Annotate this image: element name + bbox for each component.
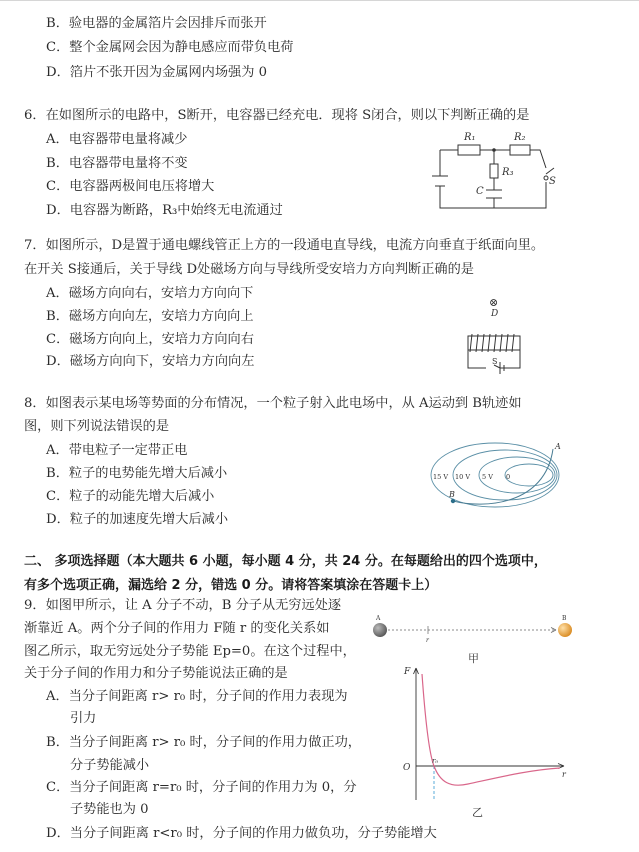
molecule-a-icon	[373, 623, 387, 637]
q6-option-a[interactable]: A．电容器带电量将减少	[46, 132, 188, 147]
q7-option-d[interactable]: D．磁场方向向下，安培力方向向左	[46, 354, 255, 369]
q8-label-a: A	[555, 442, 561, 451]
q8-label-10v: 10 V	[455, 473, 471, 481]
q9-option-a[interactable]: A．当分子间距离 r> r₀ 时，分子间的作用力表现为	[46, 689, 348, 704]
q6-label-r2: R₂	[514, 132, 526, 143]
q9-axis-r: r	[562, 770, 566, 779]
q7-stem-line1: 7．如图所示，D是置于通电螺线管正上方的一段通电直导线，电流方向垂直于纸面向里。	[24, 238, 545, 253]
section2-header-line1: 二、 多项选择题（本大题共 6 小题，每小题 4 分，共 24 分。在每题给出的四个选项中，	[24, 554, 547, 569]
q9-label-r0: r₀	[432, 757, 439, 765]
q6-option-c[interactable]: C．电容器两极间电压将增大	[46, 179, 215, 194]
q9-figure-jia	[368, 612, 578, 664]
q9-label-yi: 乙	[472, 806, 483, 819]
q9-label-jia: 甲	[468, 652, 479, 664]
q9-stem-line3: 图乙所示，取无穷远处分子势能 Ep=0。在这个过程中，	[24, 644, 356, 659]
q8-option-a[interactable]: A．带电粒子一定带正电	[46, 443, 188, 458]
molecule-b-icon	[558, 623, 572, 637]
q8-label-0: 0	[506, 473, 511, 481]
q7-wire-into-page-icon: ⊗	[489, 296, 499, 309]
q8-stem-line1: 8．如图表示某电场等势面的分布情况，一个粒子射入此电场中，从 A运动到 B轨迹如	[24, 396, 522, 411]
q7-option-a[interactable]: A．磁场方向向右，安培力方向向下	[46, 286, 254, 301]
q6-option-d[interactable]: D．电容器为断路，R₃中始终无电流通过	[46, 203, 283, 218]
q9-force-curve	[422, 674, 560, 785]
q6-stem: 6．在如图所示的电路中，S断开，电容器已经充电．现将 S闭合，则以下判断正确的是	[24, 108, 530, 123]
section2-header-line2: 有多个选项正确，漏选给 2 分，错选 0 分。请将答案填涂在答题卡上）	[24, 578, 438, 593]
q9-option-d[interactable]: D．当分子间距离 r<r₀ 时，分子间的作用力做负功，分子势能增大	[46, 826, 437, 841]
q9-option-b[interactable]: B．当分子间距离 r> r₀ 时，分子间的作用力做正功，	[46, 735, 361, 750]
q8-option-b[interactable]: B．粒子的电势能先增大后减小	[46, 466, 228, 481]
q8-option-d[interactable]: D．粒子的加速度先增大后减小	[46, 512, 229, 527]
q9-label-b: B	[562, 615, 567, 622]
q6-label-r1: R₁	[464, 132, 476, 143]
q9-axis-o: O	[403, 763, 411, 773]
q9-option-c-cont[interactable]: 子势能也为 0	[70, 802, 149, 817]
q8-label-b: B	[449, 490, 455, 499]
q9-stem-line4: 关于分子间的作用力和分子势能说法正确的是	[24, 666, 288, 681]
q7-option-c[interactable]: C．磁场方向向上，安培力方向向右	[46, 332, 254, 347]
q7-stem-line2: 在开关 S接通后，关于导线 D处磁场方向与导线所受安培力方向判断正确的是	[24, 262, 474, 277]
q8-option-c[interactable]: C．粒子的动能先增大后减小	[46, 489, 215, 504]
q9-stem-line1: 9．如图甲所示，让 A 分子不动，B 分子从无穷远处逐	[24, 598, 342, 613]
q8-label-15v: 15 V	[433, 473, 449, 481]
q8-stem-line2: 图，则下列说法错误的是	[24, 419, 170, 434]
q8-equipotential-figure	[425, 435, 575, 515]
page-top-edge	[0, 0, 639, 1]
q6-option-b[interactable]: B．电容器带电量将不变	[46, 156, 188, 171]
q7-label-s: S	[492, 357, 498, 366]
q5-option-b[interactable]: B．验电器的金属箔片会因排斥而张开	[46, 16, 267, 31]
q6-label-r3: R₃	[502, 167, 514, 178]
q9-figure-yi-graph	[392, 660, 572, 820]
q9-option-c[interactable]: C．当分子间距离 r=r₀ 时，分子间的作用力为 0，分	[46, 780, 357, 795]
q9-stem-line2: 渐靠近 A。两个分子间的作用力 F随 r 的变化关系如	[24, 621, 330, 636]
q6-label-s: S	[549, 176, 556, 187]
q5-option-c[interactable]: C．整个金属网会因为静电感应而带负电荷	[46, 40, 294, 55]
q6-circuit-figure	[428, 128, 558, 216]
q7-label-d: D	[491, 309, 499, 319]
q9-label-r: r	[426, 637, 429, 644]
q7-option-b[interactable]: B．磁场方向向左，安培力方向向上	[46, 309, 254, 324]
q9-option-b-cont[interactable]: 分子势能减小	[70, 758, 150, 773]
q9-axis-f: F	[404, 667, 411, 677]
q7-solenoid-figure	[460, 292, 530, 374]
q5-option-d[interactable]: D．箔片不张开因为金属网内场强为 0	[46, 65, 267, 80]
q6-label-c: C	[476, 186, 484, 197]
q9-option-a-cont[interactable]: 引力	[70, 711, 97, 726]
q9-label-a: A	[376, 615, 381, 622]
q8-label-5v: 5 V	[482, 473, 493, 481]
